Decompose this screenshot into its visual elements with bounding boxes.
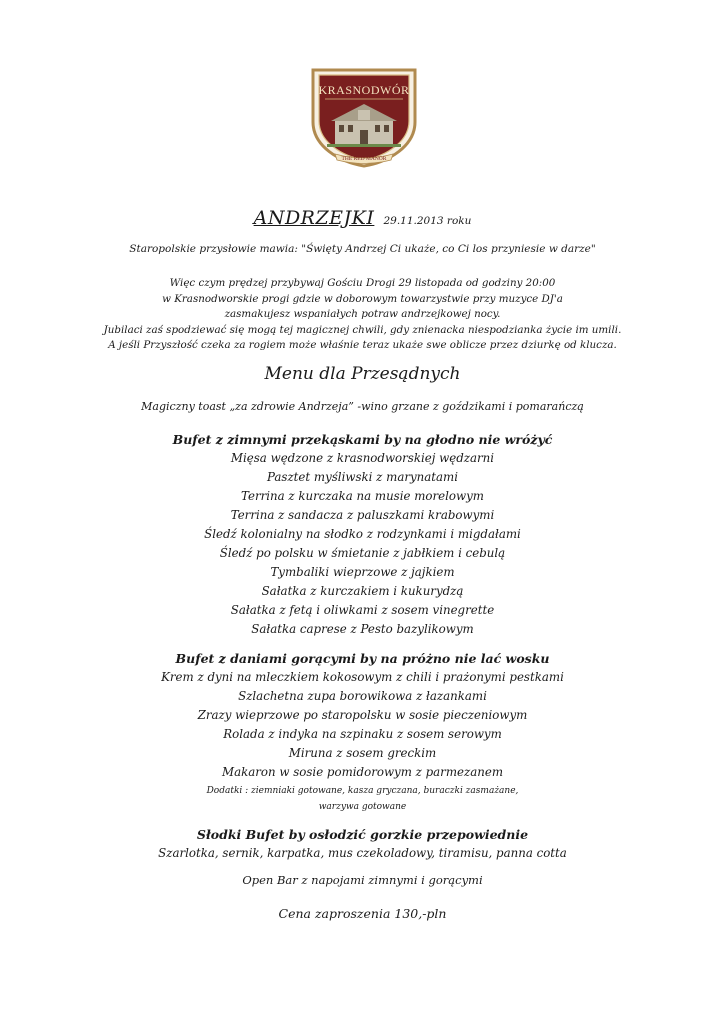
menu-item: Śledź kolonialny na słodko z rodzynkami i migdałami (204, 527, 521, 541)
menu-title: Menu dla Przesądnych (264, 364, 461, 384)
open-bar-line: Open Bar z napojami zimnymi i gorącymi (242, 873, 483, 887)
menu-item: Szarlotka, sernik, karpatka, mus czekoladowy, tiramisu, panna cotta (158, 846, 567, 860)
menu-item: Miruna z sosem greckim (288, 746, 437, 760)
intro-line: zasmakujesz wspaniałych potraw andrzejkowej nocy. (224, 308, 501, 320)
intro-paragraph (0, 276, 725, 354)
section-heading: Słodki Bufet by osłodzić gorzkie przepowiednie (196, 827, 529, 842)
menu-item: Tymbaliki wieprzowe z jajkiem (270, 565, 455, 579)
menu-item: Śledź po polsku w śmietanie z jabłkiem i cebulą (219, 546, 506, 560)
menu-item: Rolada z indyka na szpinaku z sosem serowym (223, 727, 502, 741)
side-dishes-note (0, 783, 725, 815)
intro-line: A jeśli Przyszłość czeka za rogiem może właśnie teraz ukaże swe oblicze przez dziurkę od klucza. (108, 339, 617, 351)
price-line: Cena zaproszenia 130,-pln (278, 906, 447, 921)
cold-buffet-section (0, 430, 725, 639)
menu-item: Szlachetna zupa borowikowa z łazankami (238, 689, 487, 703)
menu-item: Sałatka caprese z Pesto bazylikowym (251, 622, 474, 636)
menu-item: Krem z dyni na mleczkiem kokosowym z chili i prażonymi pestkami (161, 670, 564, 684)
intro-line: w Krasnodworskie progi gdzie w doborowym towarzystwie przy muzyce DJ'a (162, 292, 563, 305)
menu-item: Sałatka z fetą i oliwkami z sosem vinegrette (230, 603, 495, 617)
page-title: ANDRZEJKI (253, 207, 375, 229)
hot-buffet-section (0, 649, 725, 782)
proverb: Staropolskie przysłowie mawia: "Święty Andrzej Ci ukaże, co Ci los przyniesie w darze" (129, 243, 596, 255)
intro-line: Więc czym prędzej przybywaj Gościu Drogi 29 listopada od godziny 20:00 (169, 277, 556, 289)
menu-item: Zrazy wieprzowe po staropolsku w sosie pieczeniowym (197, 708, 528, 722)
intro-line: Jubilaci zaś spodziewać się mogą tej magicznej chwili, gdy znienacka niespodzianka życie im umili. (103, 323, 622, 336)
section-heading: Bufet z zimnymi przekąskami by na głodno nie wróżyć (172, 432, 553, 447)
menu-item: Sałatka z kurczakiem i kukurydzą (261, 584, 464, 598)
logo-motto: THE RED MANOR (341, 156, 387, 162)
event-date: 29.11.2013 roku (383, 215, 472, 227)
menu-item: Terrina z kurczaka na musie morelowym (241, 489, 484, 503)
menu-item: Mięsa wędzone z krasnodworskiej wędzarni (230, 451, 495, 465)
sweet-buffet-section (0, 825, 725, 863)
menu-item: Pasztet myśliwski z marynatami (266, 470, 459, 484)
krasnodwor-logo (305, 66, 423, 168)
note-line: warzywa gotowane (318, 802, 407, 812)
section-heading: Bufet z daniami gorącymi by na próżno nie lać wosku (175, 651, 550, 666)
title-line (0, 207, 725, 229)
logo-name: KRASNODWÓR (318, 83, 410, 97)
menu-item: Terrina z sandacza z paluszkami krabowymi (230, 508, 495, 522)
menu-item: Makaron w sosie pomidorowym z parmezanem (221, 765, 504, 779)
toast-line: Magiczny toast „za zdrowie Andrzeja” -wino grzane z goździkami i pomarańczą (141, 400, 584, 413)
note-line: Dodatki : ziemniaki gotowane, kasza gryczana, buraczki zasmażane, (206, 786, 519, 796)
